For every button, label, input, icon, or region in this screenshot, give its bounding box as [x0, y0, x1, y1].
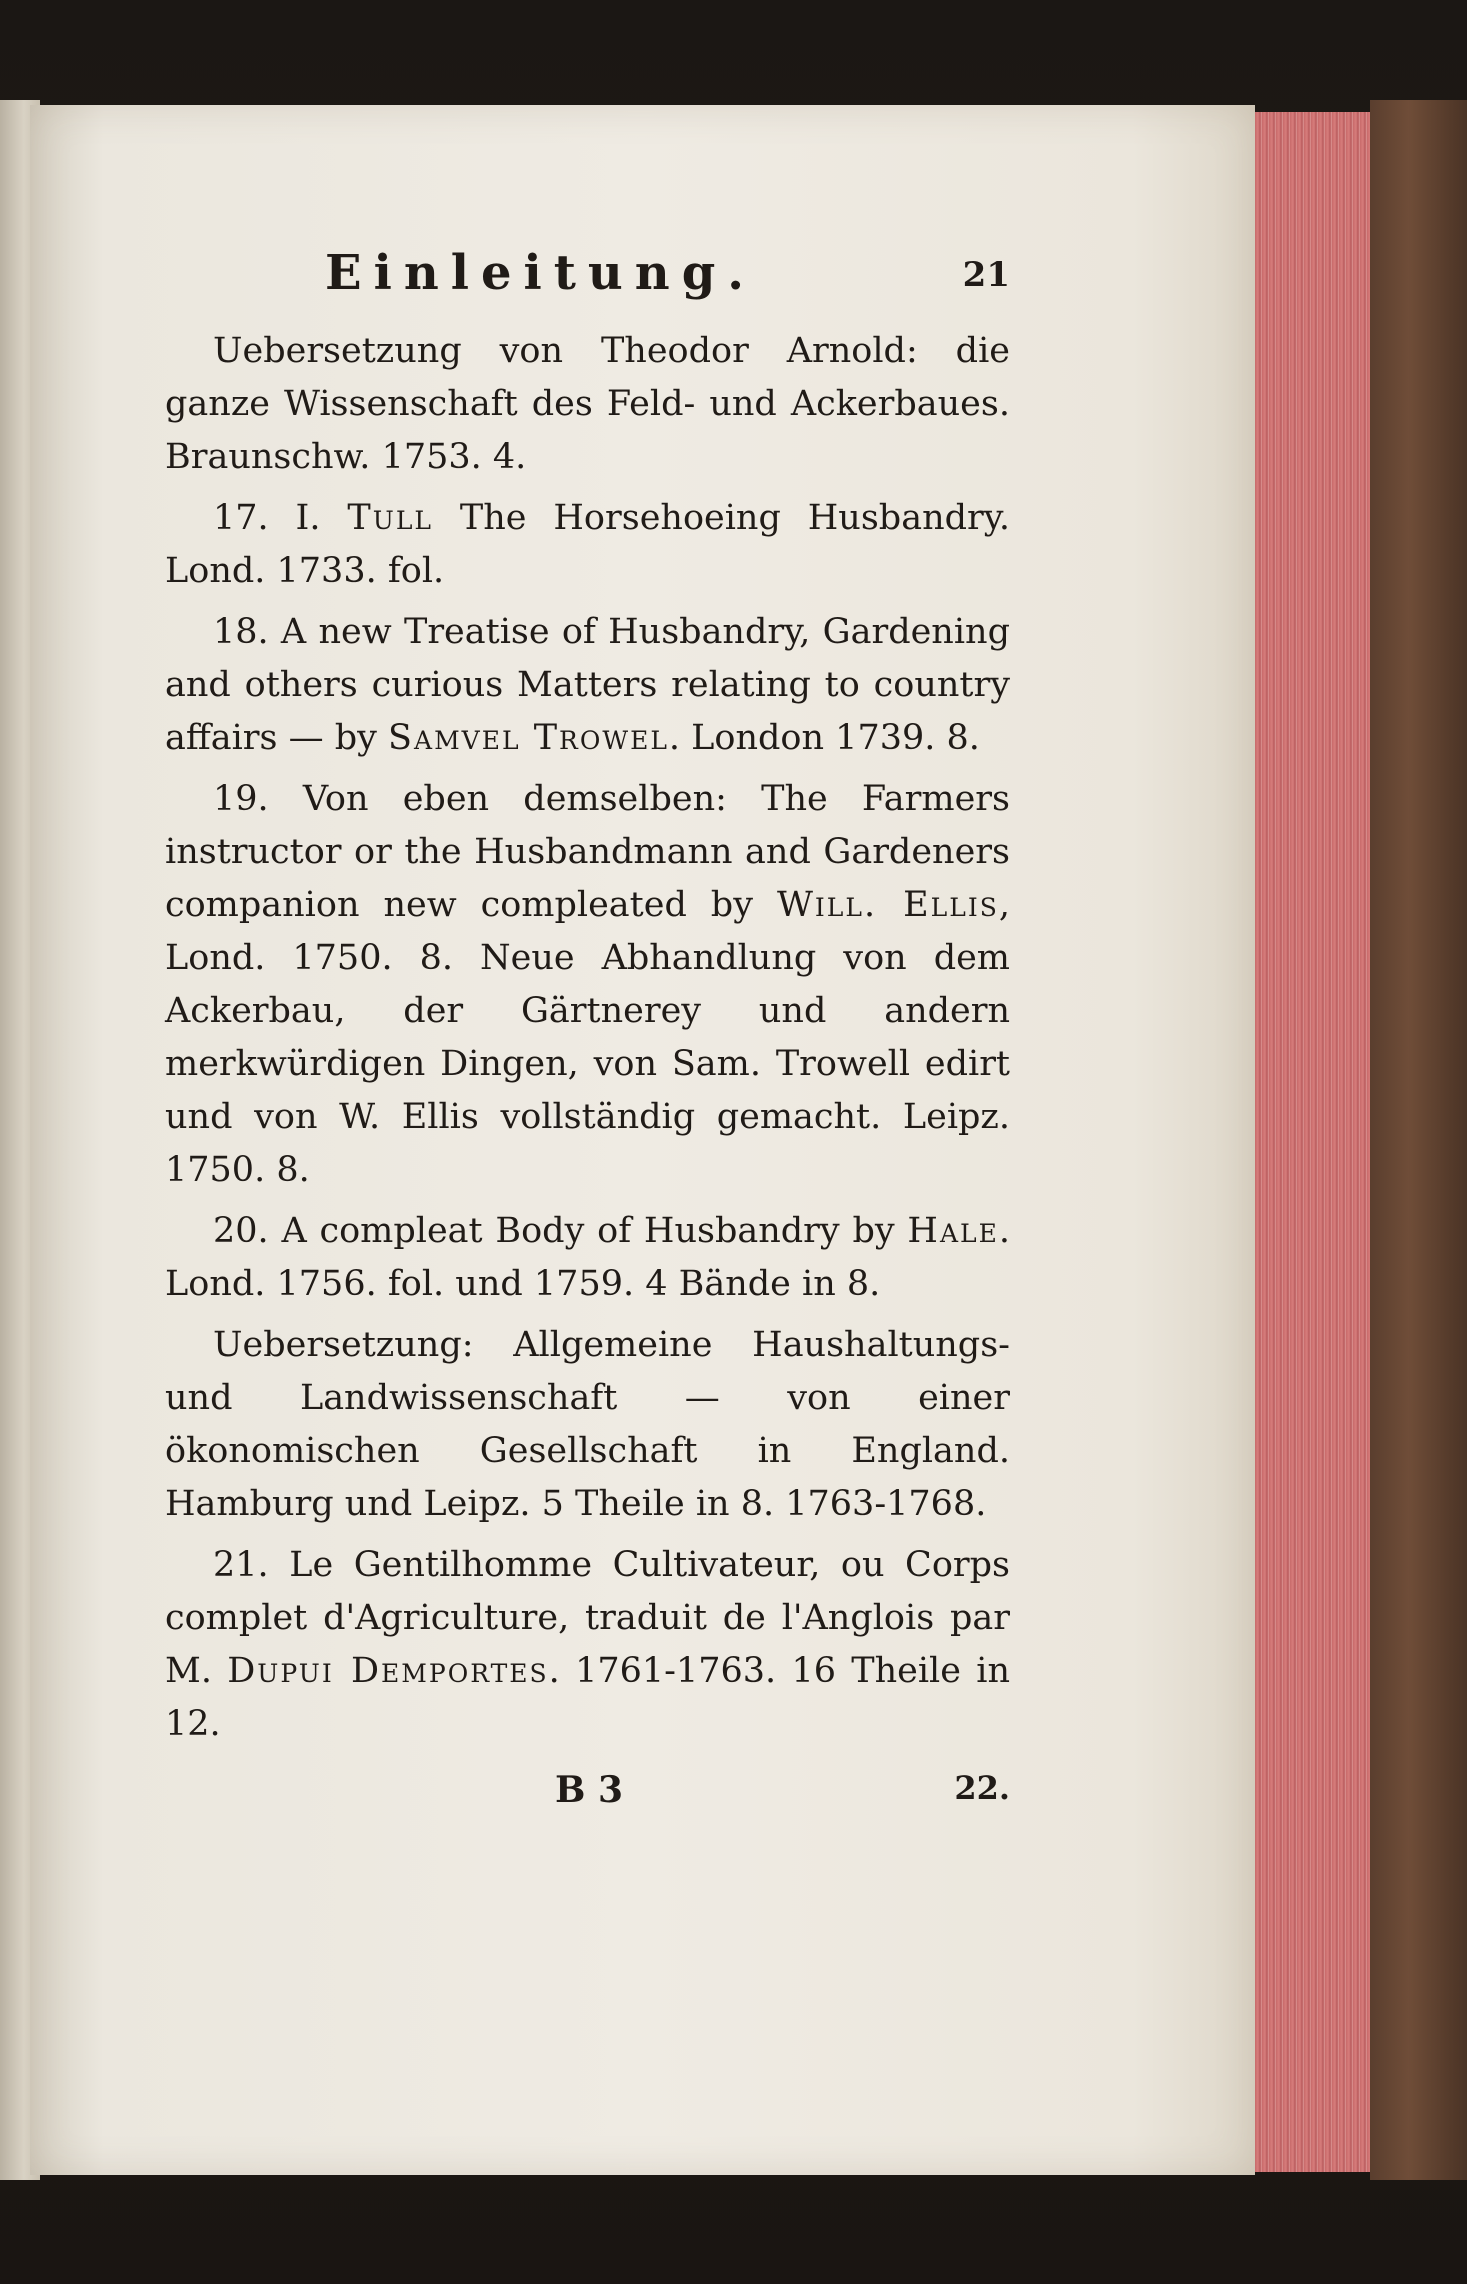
book-cover [1370, 100, 1467, 2180]
paragraph-uebersetzung-arnold: Uebersetzung von Theodor Arnold: die ganze Wissenschaft des Feld- und Ackerbaues. Braunschw. 1753. 4. [165, 331, 1010, 477]
page-header [165, 245, 1010, 325]
running-head: Einleitung. [325, 245, 756, 301]
author-name: Tull [347, 498, 434, 538]
signature-mark: B 3 [555, 1769, 624, 1811]
paragraph-entry-18: 18. A new Treatise of Husbandry, Gardening and others curious Matters relating to country affairs — by Samvel Trowel. London 1739. 8. [165, 612, 1010, 758]
author-name: Dupui Demportes [227, 1651, 549, 1691]
page-text [165, 245, 1010, 1829]
author-name: Will. Ellis [776, 885, 999, 925]
author-name: Hale [907, 1211, 999, 1251]
paragraph-entry-17: 17. I. Tull The Horsehoeing Husbandry. Lond. 1733. fol. [165, 498, 1010, 591]
page-footer [165, 1769, 1010, 1829]
paragraph-entry-19: 19. Von eben demselben: The Farmers instructor or the Husbandmann and Gardeners companion new compleated by Will. Ellis, Lond. 1750. 8. Neue Abhandlung von dem Ackerbau, der Gärtnerey und andern merkwürdigen Dingen, von Sam. Trowell edirt und von W. Ellis vollständig gemacht. Leipz. 1750. 8. [165, 779, 1010, 1190]
paragraph-entry-21: 21. Le Gentilhomme Cultivateur, ou Corps complet d'Agriculture, traduit de l'Anglois par M. Dupui Demportes. 1761-1763. 16 Theile in 12. [165, 1545, 1010, 1744]
red-page-edges [1255, 112, 1373, 2172]
catchword: 22. [954, 1769, 1010, 1807]
author-name: Samvel Trowel [388, 718, 669, 758]
page-number: 21 [962, 255, 1010, 295]
paragraph-entry-20: 20. A compleat Body of Husbandry by Hale. Lond. 1756. fol. und 1759. 4 Bände in 8. [165, 1211, 1010, 1304]
paragraph-uebersetzung-haushaltung: Uebersetzung: Allgemeine Haushaltungs- und Landwissenschaft — von einer ökonomischen Gesellschaft in England. Hamburg und Leipz. 5 Theile in 8. 1763-1768. [165, 1325, 1010, 1524]
